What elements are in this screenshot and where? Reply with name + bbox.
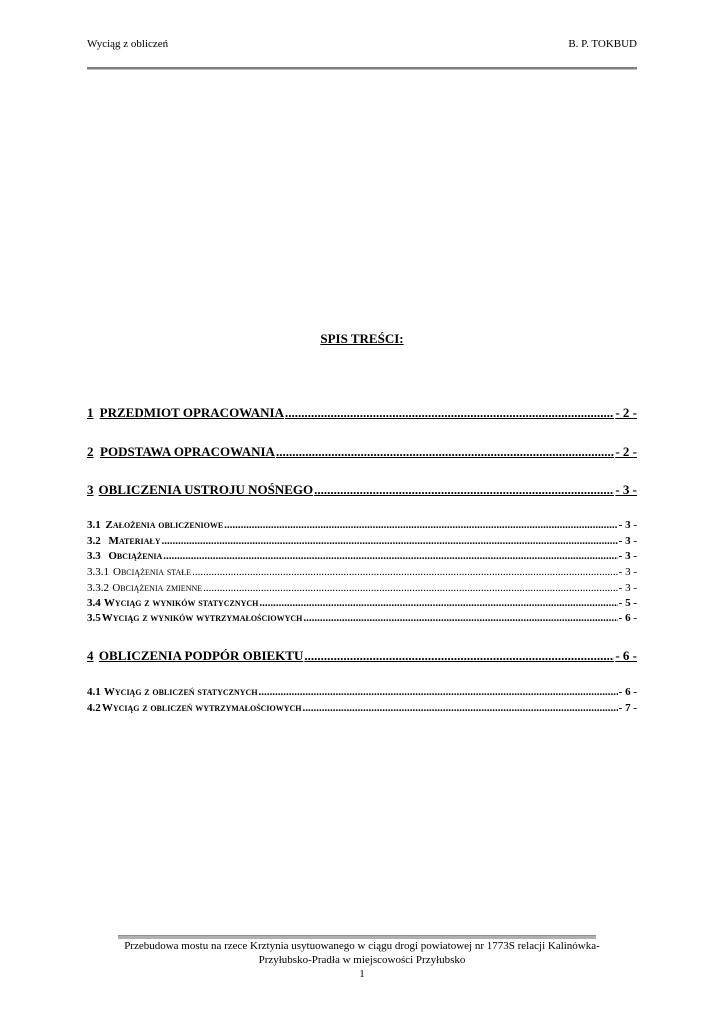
toc-entry[interactable] (87, 535, 637, 547)
toc-entry-text: Obciążenia stałe (113, 566, 192, 578)
toc-entry-number: 3.3 (87, 550, 101, 562)
page-footer (87, 939, 637, 981)
toc-entry[interactable] (87, 482, 637, 498)
toc-entry-page: - 7 - (618, 702, 637, 714)
toc-entry-page: - 2 - (615, 444, 637, 459)
toc-entry-page: - 6 - (618, 612, 637, 624)
page-number: 1 (359, 968, 365, 980)
toc-entry-number: 3.1 (87, 519, 101, 531)
toc-entry-text: Wyciąg z wyników statycznych (103, 597, 259, 609)
toc-entry-number: 1 (87, 405, 94, 420)
toc-entry-text: Wyciąg z obliczeń wytrzymałościowych (101, 702, 302, 714)
toc-entry-text: OBLICZENIA USTROJU NOŚNEGO (98, 482, 314, 497)
toc-entry-page: - 5 - (618, 597, 637, 609)
toc-entry-text: PODSTAWA OPRACOWANIA (100, 444, 275, 459)
toc-entry-number: 4 (87, 648, 94, 663)
toc-leader-dots (163, 550, 617, 562)
toc-entry[interactable] (87, 444, 637, 460)
toc-entry[interactable] (87, 612, 637, 624)
toc-leader-dots (192, 566, 618, 578)
toc-entry-number: 4.2 (87, 702, 101, 714)
toc-entry-number: 2 (87, 444, 94, 459)
toc-entry-page: - 3 - (618, 535, 637, 547)
toc-entry[interactable] (87, 648, 637, 664)
toc-leader-dots (314, 482, 614, 498)
toc-entry[interactable] (87, 550, 637, 562)
toc-entry-number: 3.2 (87, 535, 101, 547)
toc-leader-dots (259, 686, 618, 698)
toc-entry-page: - 2 - (615, 405, 637, 420)
toc-entry-number: 3.3.1 (87, 566, 109, 578)
toc-entry[interactable] (87, 582, 637, 594)
toc-entry-page: - 6 - (615, 648, 637, 663)
toc-leader-dots (276, 444, 614, 460)
toc-entry[interactable] (87, 702, 637, 714)
header-left-text: Wyciąg z obliczeń (87, 38, 169, 50)
footer-line-1: Przebudowa mostu na rzece Krztynia usytuowanego w ciągu drogi powiatowej nr 1773S relacji Kalinówka- (124, 940, 600, 952)
toc-entry[interactable] (87, 519, 637, 531)
page-header (87, 38, 637, 50)
toc-entry-page: - 3 - (618, 519, 637, 531)
toc-entry-text: Wyciąg z obliczeń statycznych (103, 686, 258, 698)
header-right-text: B. P. TOKBUD (568, 38, 637, 50)
toc-entry[interactable] (87, 566, 637, 578)
toc-entry-text: Materiały (108, 535, 161, 547)
toc-leader-dots (285, 405, 614, 421)
toc-entry-page: - 6 - (618, 686, 637, 698)
toc-entry[interactable] (87, 405, 637, 421)
header-rule (87, 67, 637, 70)
toc-entry-page: - 3 - (618, 582, 637, 594)
toc-entry-text: OBLICZENIA PODPÓR OBIEKTU (98, 648, 304, 663)
toc-entry-page: - 3 - (615, 482, 637, 497)
toc-entry-number: 3.3.2 (87, 582, 109, 594)
toc-entry[interactable] (87, 597, 637, 609)
toc-entry-text: PRZEDMIOT OPRACOWANIA (99, 405, 284, 420)
toc-leader-dots (203, 582, 618, 594)
toc-leader-dots (303, 612, 617, 624)
toc-entry-number: 3.4 (87, 597, 101, 609)
toc-entry-page: - 3 - (618, 566, 637, 578)
toc-entry-text: Założenia obliczeniowe (105, 519, 224, 531)
toc-leader-dots (224, 519, 618, 531)
toc-leader-dots (303, 702, 618, 714)
footer-line-2: Przyłubsko-Pradła w miejscowości Przyłubsko (258, 954, 466, 966)
toc-leader-dots (259, 597, 617, 609)
toc-entry[interactable] (87, 686, 637, 698)
toc-entry-number: 3 (87, 482, 94, 497)
toc-leader-dots (161, 535, 617, 547)
toc-title: SPIS TREŚCI: (320, 331, 404, 346)
toc-entry-text: Obciążenia zmienne (112, 582, 203, 594)
toc-leader-dots (304, 648, 614, 664)
toc-entry-text: Wyciąg z wyników wytrzymałościowych (101, 612, 303, 624)
toc-entry-number: 3.5 (87, 612, 101, 624)
toc-entry-text: Obciążenia (108, 550, 163, 562)
toc-entry-number: 4.1 (87, 686, 101, 698)
toc-entry-page: - 3 - (618, 550, 637, 562)
